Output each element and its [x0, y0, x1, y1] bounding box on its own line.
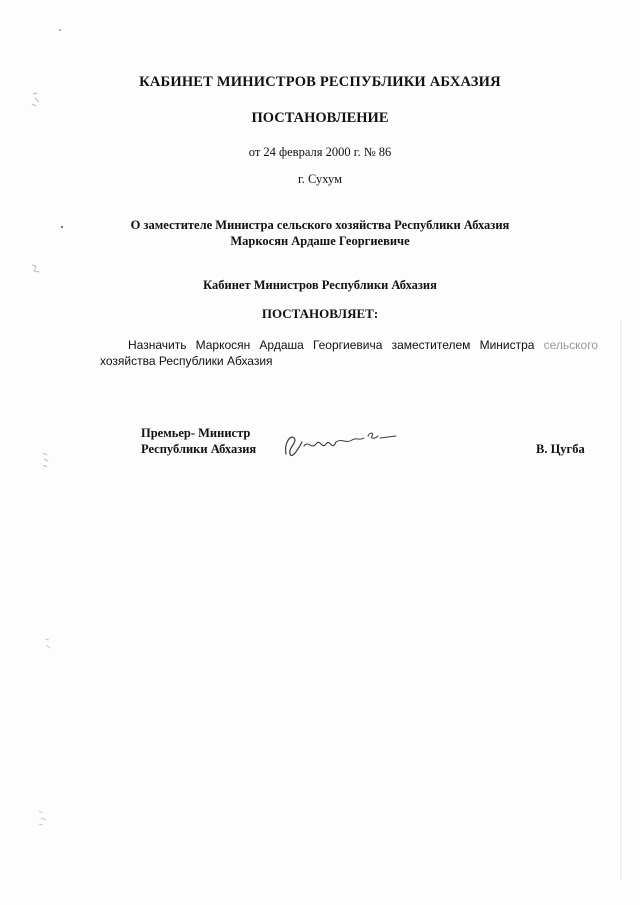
body-paragraph-line-2: хозяйства Республики Абхазия: [100, 354, 273, 368]
city-line: г. Сухум: [297, 172, 342, 186]
document-type-heading: ПОСТАНОВЛЕНИЕ: [251, 110, 389, 126]
scan-speck-mark: [42, 636, 54, 654]
scan-speck-mark: [40, 450, 52, 470]
organization-title: КАБИНЕТ МИНИСТРОВ РЕСПУБЛИКИ АБХАЗИЯ: [139, 74, 501, 90]
handwritten-signature: [280, 424, 400, 464]
scan-edge-line: [618, 320, 624, 880]
scan-dot: [60, 225, 64, 229]
subject-line-2: Маркосян Ардаше Георгиевиче: [230, 234, 410, 248]
subject-line-1: О заместителе Министра сельского хозяйства Республики Абхазия: [130, 218, 510, 232]
scan-speck-mark: [30, 90, 44, 110]
body-paragraph-line-1: [128, 338, 598, 352]
signatory-title-line-2: Республики Абхазия: [141, 442, 257, 456]
signatory-name: В. Цугба: [536, 442, 585, 456]
scan-dot: [58, 28, 62, 32]
body-line-1-main: Назначить Маркосян Ардаша Георгиевича заместителем Министра: [128, 338, 535, 352]
decree-word: ПОСТАНОВЛЯЕТ:: [261, 306, 379, 321]
scan-speck-mark: [30, 262, 42, 276]
signatory-title-line-1: Премьер- Министр: [141, 426, 251, 440]
issuer-line: Кабинет Министров Республики Абхазия: [203, 278, 437, 292]
scan-speck-mark: [36, 808, 50, 828]
date-and-number: от 24 февраля 2000 г. № 86: [248, 145, 392, 159]
body-line-1-faded: сельского: [543, 338, 598, 352]
